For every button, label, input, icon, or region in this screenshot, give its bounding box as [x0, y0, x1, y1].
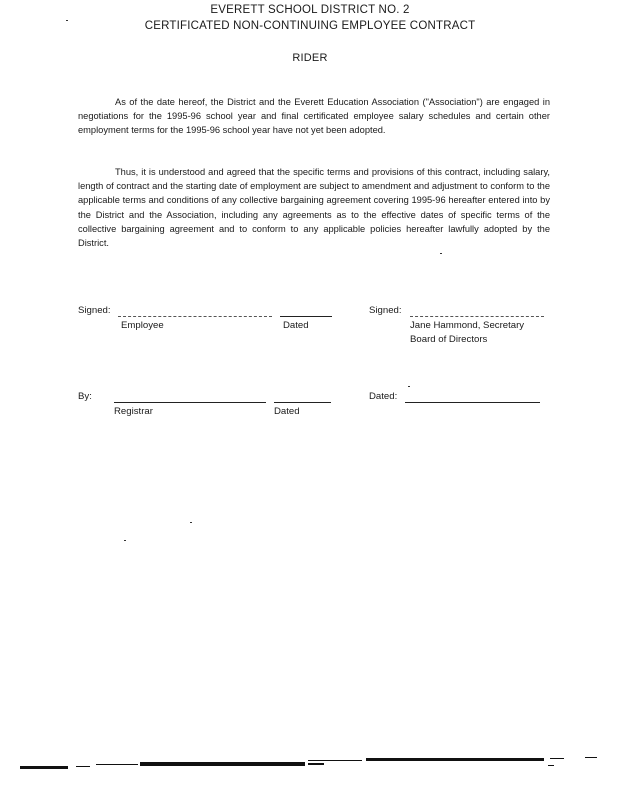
registrar-dated-label: Dated	[274, 406, 300, 417]
scan-edge-bar	[308, 763, 324, 765]
scan-speck	[66, 20, 68, 21]
secretary-name: Jane Hammond, Secretary	[410, 320, 525, 331]
scan-edge-bar	[548, 765, 554, 766]
rider-title: RIDER	[292, 52, 328, 64]
employee-date-line	[280, 316, 332, 317]
scan-edge-bar	[140, 762, 305, 766]
contract-title: CERTIFICATED NON-CONTINUING EMPLOYEE CONTRACT	[144, 20, 476, 32]
scan-edge-bar	[20, 766, 68, 769]
scan-edge-bar	[585, 757, 597, 758]
scan-speck	[190, 522, 192, 523]
employee-label: Employee	[121, 320, 164, 331]
scan-edge-bar	[308, 760, 362, 761]
paragraph-terms: Thus, it is understood and agreed that the specific terms and provisions of this contract, including salary, length of contract and the starting date of employment are subject to amendment and adjustment to conform to the applicable terms and conditions of any collective bargaining agreement covering 1995-96 hereafter entered into by the District and the Association, including any agreements as to the effective dates of specific terms of the collective bargaining agreement and to conform to any applicable policies hereafter lawfully adopted by the District.	[78, 167, 550, 249]
registrar-label: Registrar	[114, 406, 153, 417]
dated-label: Dated:	[369, 391, 398, 402]
dated-line	[405, 402, 540, 403]
scan-edge-bar	[550, 758, 564, 759]
scan-speck	[440, 253, 442, 254]
paragraph-negotiations: As of the date hereof, the District and the Everett Education Association ("Association") are engaged in negotiations for the 1995-96 school year and final certificated employee salary schedules and certain other employment terms for the 1995-96 school year have not yet been adopted.	[78, 97, 550, 136]
scan-edge-bar	[76, 766, 90, 767]
by-label: By:	[78, 391, 92, 402]
scan-speck	[408, 386, 410, 387]
board-title: Board of Directors	[410, 334, 488, 345]
registrar-date-line	[274, 402, 331, 403]
district-heading: EVERETT SCHOOL DISTRICT NO. 2	[210, 4, 410, 16]
registrar-signature-line	[114, 402, 266, 403]
employee-dated-label: Dated	[283, 320, 309, 331]
employee-signature-line	[118, 316, 272, 317]
employee-signed-label: Signed:	[78, 305, 111, 316]
scan-edge-bar	[96, 764, 138, 765]
secretary-signature-line	[410, 316, 544, 317]
scan-speck	[124, 540, 126, 541]
scan-edge-bar	[366, 758, 544, 761]
secretary-signed-label: Signed:	[369, 305, 402, 316]
